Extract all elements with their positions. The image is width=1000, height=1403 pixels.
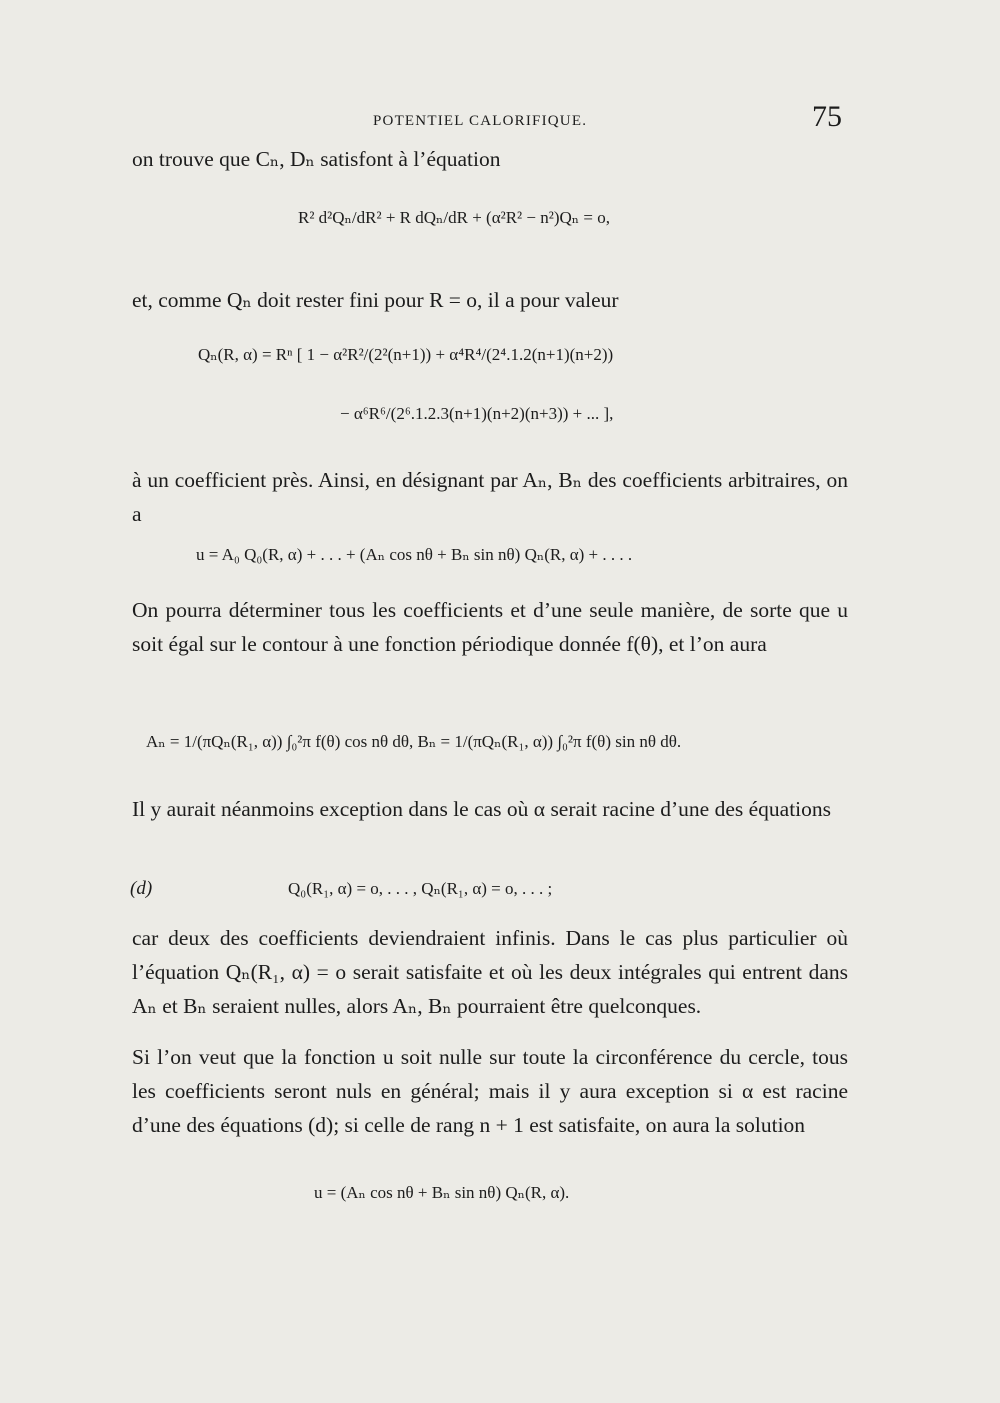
equation-series-line-1: Qₙ(R, α) = Rⁿ [ 1 − α²R²/(2²(n+1)) + α⁴R⁴/(2⁴.1.2(n+1)(n+2)): [198, 345, 614, 364]
equation-d: Q₀(R₁, α) = o, . . . , Qₙ(R₁, α) = o, . . . ;: [288, 879, 553, 898]
paragraph-5: Il y aurait néanmoins exception dans le cas où α serait racine d’une des équations: [132, 797, 832, 821]
paragraph-2: et, comme Qₙ doit rester fini pour R = o, il a pour valeur: [132, 288, 619, 312]
equation-series-line-2: − α⁶R⁶/(2⁶.1.2.3(n+1)(n+2)(n+3)) + ... ],: [340, 404, 614, 423]
running-title: POTENTIEL CALORIFIQUE.: [373, 113, 588, 129]
equation-solution: u = (Aₙ cos nθ + Bₙ sin nθ) Qₙ(R, α).: [314, 1183, 570, 1202]
paragraph-1: on trouve que Cₙ, Dₙ satisfont à l’équation: [132, 147, 501, 171]
page-number: 75: [812, 100, 842, 133]
equation-general-solution: u = A₀ Q₀(R, α) + . . . + (Aₙ cos nθ + Bₙ sin nθ) Qₙ(R, α) + . . . .: [196, 545, 633, 564]
paragraph-4: On pourra déterminer tous les coefficients et d’une seule manière, de sorte que u soit égal sur le contour à une fonction périodique donnée f(θ), et l’on aura: [132, 598, 848, 656]
paragraph-6: car deux des coefficients deviendraient infinis. Dans le cas plus particulier où l’équation Qₙ(R₁, α) = o serait satisfaite et où les deux intégrales qui entrent dans Aₙ et Bₙ seraient nulles, alors Aₙ, Bₙ pourraient être quelconques.: [132, 926, 848, 1018]
paragraph-3: à un coefficient près. Ainsi, en désignant par Aₙ, Bₙ des coefficients arbitraires, on a: [132, 468, 848, 526]
equation-label-d: (d): [130, 878, 153, 899]
paragraph-7: Si l’on veut que la fonction u soit nulle sur toute la circonférence du cercle, tous les coefficients seront nuls en général; mais il y aura exception si α est racine d’une des équations (d); si celle de rang n + 1 est satisfaite, on aura la solution: [132, 1045, 848, 1137]
equation-coefficients: Aₙ = 1/(πQₙ(R₁, α)) ∫₀²π f(θ) cos nθ dθ, Bₙ = 1/(πQₙ(R₁, α)) ∫₀²π f(θ) sin nθ dθ.: [146, 732, 682, 751]
equation-bessel-ode: R² d²Qₙ/dR² + R dQₙ/dR + (α²R² − n²)Qₙ = o,: [298, 208, 610, 227]
